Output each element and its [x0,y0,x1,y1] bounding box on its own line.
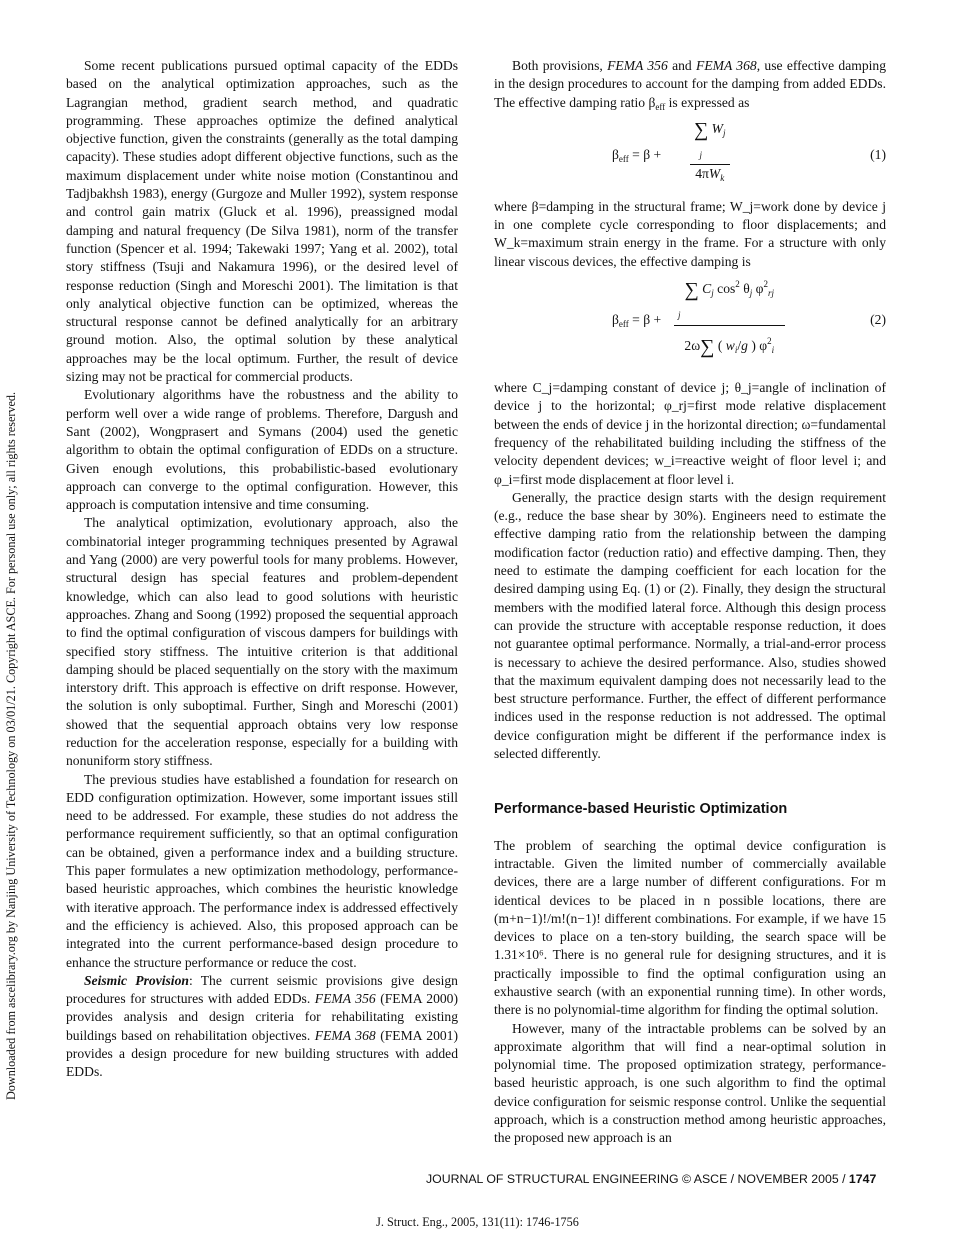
paragraph [494,57,886,116]
right-column [494,57,886,1148]
download-notice: Downloaded from ascelibrary.org by Nanjing University of Technology on 03/01/21. Copyright ASCE. For personal use only; all rights reserved. [4,391,18,1100]
citation: J. Struct. Eng., 2005, 131(11): 1746-1756 [376,1215,579,1229]
paragraph: where β=damping in the structural frame; W_j=work done by device j in one complete cycle corresponding to floor displacements; and W_k=maximum strain energy in the frame. For a structure with only linear viscous devices, the effective damping is [494,198,886,269]
text: and [667,58,697,73]
equation-2: $\beta_{eff} = \beta$ + ∑ $C_j$ $\cos^2 \theta_j$ $\varphi^2_{rj}$ $_j$ 2ω∑ ( $w_i/g$ ) $\varphi^2_i$ (2) [612,279,886,358]
paragraph: where C_j=damping constant of device j; θ_j=angle of inclination of device j to the horizontal; φ_rj=first mode relative displacement between the ends of device j in the horizontal direction; ω=fundamental frequency of the rehabilitated building including the stiffness of the velocity dependent devices; w_i=reactive weight of floor level i; and φ_i=first mode displacement at floor level i. [494,380,886,487]
paragraph: The analytical optimization, evolutionary approach, also the combinatorial integer programming techniques presented by Agrawal and Yang (2000) are very powerful tools for many problems. However, structural design has special features and problem-dependent knowledge, which can also lead to good solutions with heuristic approaches. Zhang and Soong (1992) proposed the sequential approach to find the optimal configuration of viscous dampers for buildings with specified story stiffness. The intuitive criterion is that additional damping should be placed sequentially on the story with the maximum interstory drift. This approach is effective on drift response. However, the solution is only suboptimal. Further, Singh and Moreschi (2001) showed that the sequential approach obtains very low response reduction for the acceleration response, especially for a building with nonuniform story stiffness. [66,515,458,769]
journal-info: JOURNAL OF STRUCTURAL ENGINEERING © ASCE / NOVEMBER 2005 / [426,1172,849,1186]
run-in-heading: Seismic Provision [84,972,189,988]
paragraph: Some recent publications pursued optimal capacity of the EDDs based on the analytical optimization approaches, such as the Lagrangian method, gradient search method, and quadratic programming. These approaches optimize the defined analytical objective function, given the constraints (generally as the total damping capacity). These studies adopt different objective functions, such as the maximum displacement under white noise motion (Constantinou and Tadjbakhsh 1983), energy (Gurgoze and Muller 1992), system response and control gain matrix (Gluck et al. 1996), preassigned modal damping and natural frequency (De Silva 1981), norm of the transfer function (Spencer et al. 1994; Takewaki 1997; Yang et al. 2002), total story stiffness (Tsuji and Nakamura 1996), or the desired level of response reduction (Singh and Moreschi 2001). The limitation is that only analytical objective function can be optimized, whereas the structural response cannot be defined analytically for an arbitrary ground motion. Also, the optimal solution by these analytical approaches may be the local optimum. Further, the result of device sizing may not be practical for commercial products. [66,58,458,385]
equation-number: (1) [870,146,886,162]
text: eff [655,101,666,112]
paragraph: Evolutionary algorithms have the robustness and the ability to perform well over a wide range of problems. Therefore, Dargush and Sant (2002), Wongprasert and Symans (2004) used the genetic algorithm to obtain the optimal configuration of EDDs on a structure. Given enough evolutions, this probabilistic-based evolutionary approach can converge to the optimal configuration. However, this approach is computation intensive and time consuming. [66,387,458,513]
text: (FEMA 2001) provides a design procedure for new building structures with added EDDs. [66,1027,458,1080]
text: FEMA 356 [314,991,376,1007]
text: FEMA 368 [314,1027,376,1043]
paragraph-seismic-provision [66,972,458,1082]
paragraph: The previous studies have established a foundation for research on EDD configuration optimization. However, some important issues still need to be addressed. For example, these studies do not address the performance requirement sufficiently, so that an optimal configuration can be obtained, given a performance index and a building structure. This paper formulates a new optimization methodology, performance-based heuristic approaches, which combines the heuristic knowledge with iterative approach. The performance index is addressed effectively and the efficiency is achieved. Also, this proposed approach can be integrated into the current performance-based design procedure to enhance the structure performance or reduce the cost. [66,771,458,970]
text: FEMA 368 [696,58,757,73]
section-heading: Performance-based Heuristic Optimization [494,801,788,818]
paragraph: However, many of the intractable problems can be solved by an approximate algorithm that will find a near-optimal solution in polynomial time. The proposed optimization strategy, performance-based heuristic approach, is one such algorithm to find the optimal device configuration for seismic response control. Unlike the sequential approach, which is a construction method among heuristic approaches, the proposed new approach is an [494,1020,886,1146]
text: , use effective damping in the design procedures to account for the damping from added EDDs. The effective damping ratio β [494,58,886,110]
equation-1: $\beta_{eff} = \beta$ + ∑ $W_j$ $_j$ $4\pi W_k$ (1) [494,120,886,194]
text: is expressed as [665,94,750,110]
left-column [66,57,458,1082]
running-footer [426,1172,876,1186]
page-number: 1747 [848,1172,877,1186]
text: : The current seismic provisions give design procedures for structures with added EDDs. [66,972,458,1007]
text: (FEMA 2000) provides analysis and design criteria for rehabilitating existing buildings based on rehabilitation objectives. [66,991,459,1043]
text: Both provisions, [512,58,608,73]
paragraph: The problem of searching the optimal device configuration is intractable. Given the limited number of commercially available devices, there are a large number of different configurations. For m identical devices to be placed in n possible locations, there are (m+n−1)!/m!(n−1)! different combinations. For example, if we have 15 devices to place on a ten-story building, the search space will be 1.31×10⁶. There is no general rule for designing structures, and it is practically impossible to find the optimal configuration using an exhaustive search (with an exponential running time). In other words, there is no polynomial-time algorithm for finding the optimal solution. [494,837,886,1018]
text: FEMA 356 [607,58,668,73]
paragraph: Generally, the practice design starts with the design requirement (e.g., reduce the base shear by 30%). Engineers need to estimate the effective damping ratio from the relationship between the damping modification factor (reduction ratio) and effective damping. Then, they need to estimate the damping coefficient for each location for the desired damping using Eq. (1) or (2). Finally, they design the structural members with the modified lateral force. Although this design process can provide the structure with acceptable response reduction, it does not guarantee optimal performance. Normally, a trial-and-error process is necessary to achieve the desired performance. Also, studies showed that the maximum equivalent damping does not necessarily lead to the best structure performance. Further, the effect of different performance indices used in the response reduction is not addressed. The optimal device configuration might be different if the performance index is selected differently. [494,489,886,762]
equation-number: (2) [870,312,886,328]
